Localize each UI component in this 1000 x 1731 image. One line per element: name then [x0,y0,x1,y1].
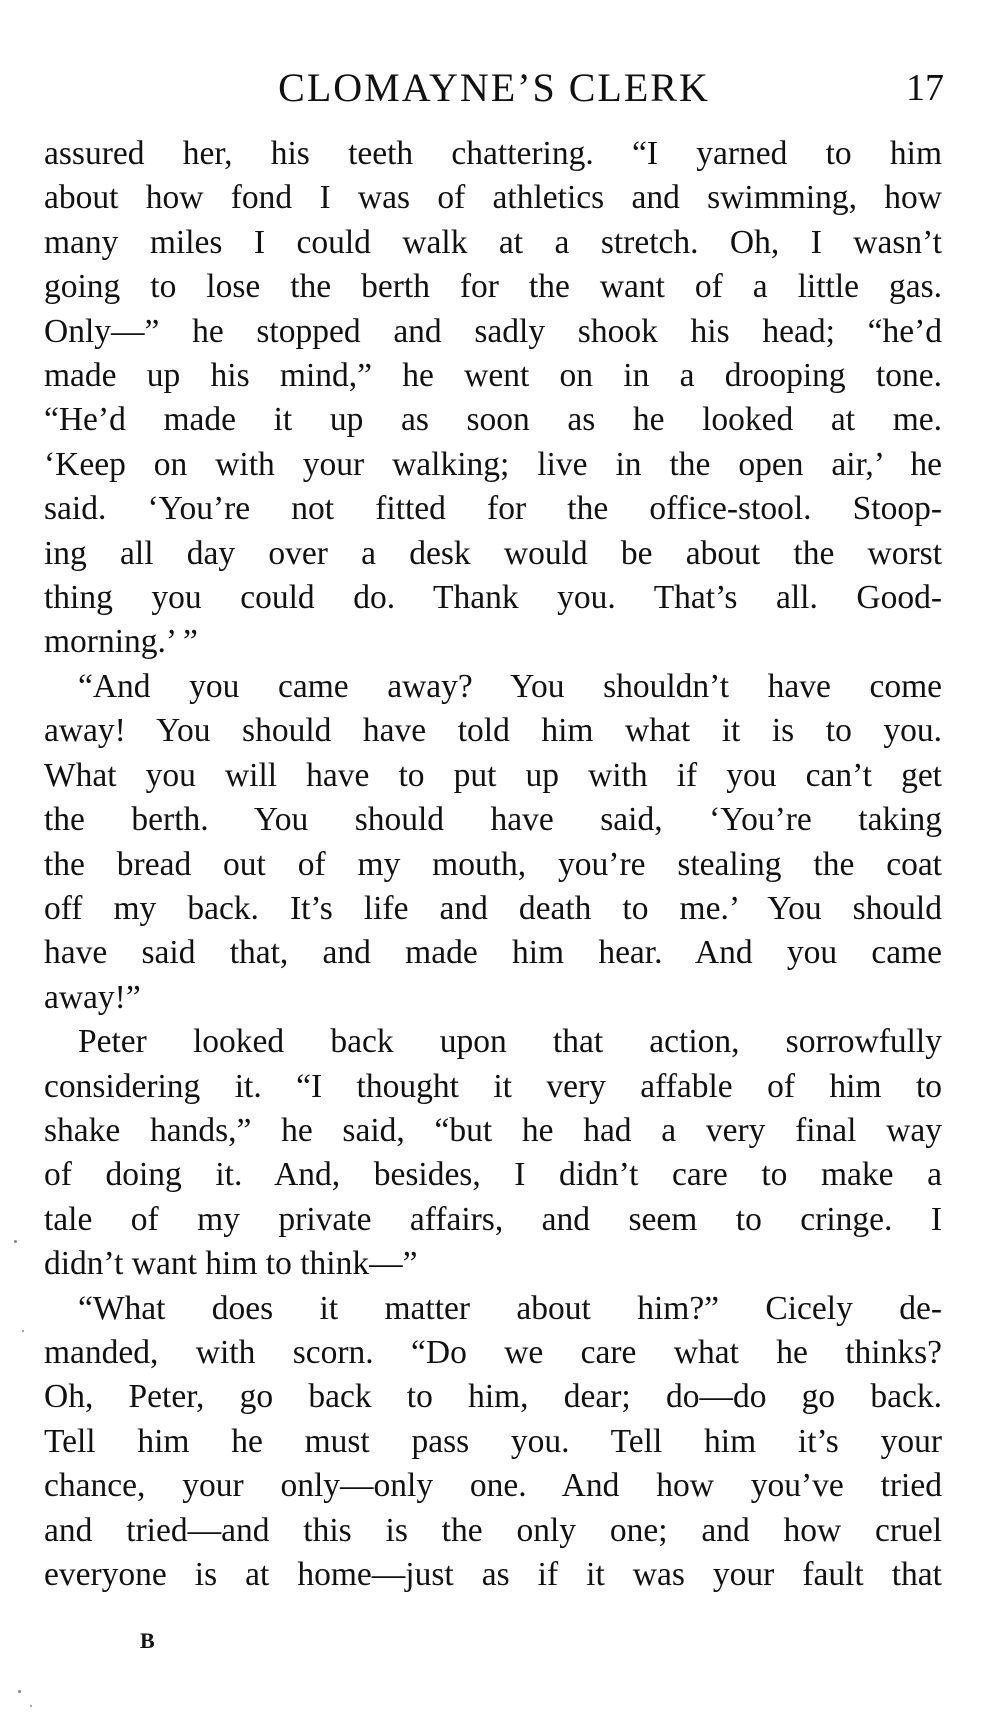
paragraph-p2 [44,665,942,1020]
body-text [44,132,942,1597]
text-line: have said that, and made him hear. And you came [44,934,942,972]
scan-speck [30,1705,32,1707]
text-line: Only—” he stopped and sadly shook his head; “he’d [44,312,942,350]
text-line: and tried—and this is the only one; and how cruel [44,1511,942,1549]
text-line: off my back. It’s life and death to me.’ You should [44,889,942,927]
text-line: Oh, Peter, go back to him, dear; do—do go back. [44,1378,942,1416]
text-line: everyone is at home—just as if it was your fault that [44,1556,942,1593]
text-line: “What does it matter about him?” Cicely de- [78,1289,942,1327]
text-line: ‘Keep on with your walking; live in the open air,’ he [44,445,942,483]
text-line: manded, with scorn. “Do we care what he thinks? [44,1333,942,1371]
text-line: about how fond I was of athletics and swimming, how [44,179,942,217]
text-line: considering it. “I thought it very affable of him to [44,1067,942,1105]
text-line: assured her, his teeth chattering. “I yarned to him [44,135,942,172]
text-line: “He’d made it up as soon as he looked at me. [44,401,942,439]
text-line: Peter looked back upon that action, sorrowfully [78,1023,942,1061]
text-line: thing you could do. Thank you. That’s all. Good- [44,579,942,617]
paragraph-p3 [44,1020,942,1286]
running-head: CLOMAYNE’S CLERK [278,65,710,110]
scan-speck [18,1690,21,1693]
paragraph-p1 [44,132,942,665]
text-line-last: away!” [44,978,141,1016]
page-header [44,58,944,118]
scan-speck [22,1330,24,1332]
text-line: chance, your only—only one. And how you’ve tried [44,1467,942,1505]
text-line: Tell him he must pass you. Tell him it’s your [44,1422,942,1460]
text-line: said. ‘You’re not fitted for the office-stool. Stoop- [44,490,942,528]
text-line: away! You should have told him what it is to you. [44,712,942,750]
text-line: What you will have to put up with if you can’t get [44,756,942,794]
signature-mark: B [140,1628,155,1653]
text-line: made up his mind,” he went on in a drooping tone. [44,357,942,395]
text-line: many miles I could walk at a stretch. Oh, I wasn’t [44,223,942,261]
scan-speck [14,1240,17,1243]
text-line: of doing it. And, besides, I didn’t care to make a [44,1156,942,1194]
text-line: tale of my private affairs, and seem to cringe. I [44,1200,942,1238]
text-line: the berth. You should have said, ‘You’re taking [44,801,942,839]
text-line-last: didn’t want him to think—” [44,1245,418,1283]
text-line: ing all day over a desk would be about the worst [44,534,942,572]
page-number: 17 [906,67,944,109]
text-line-last: morning.’ ” [44,623,198,661]
text-line: the bread out of my mouth, you’re stealing the coat [44,845,942,883]
text-line: shake hands,” he said, “but he had a very final way [44,1111,942,1149]
text-line: going to lose the berth for the want of a little gas. [44,268,942,306]
paragraph-p4 [44,1287,942,1598]
text-line: “And you came away? You shouldn’t have come [78,667,942,705]
